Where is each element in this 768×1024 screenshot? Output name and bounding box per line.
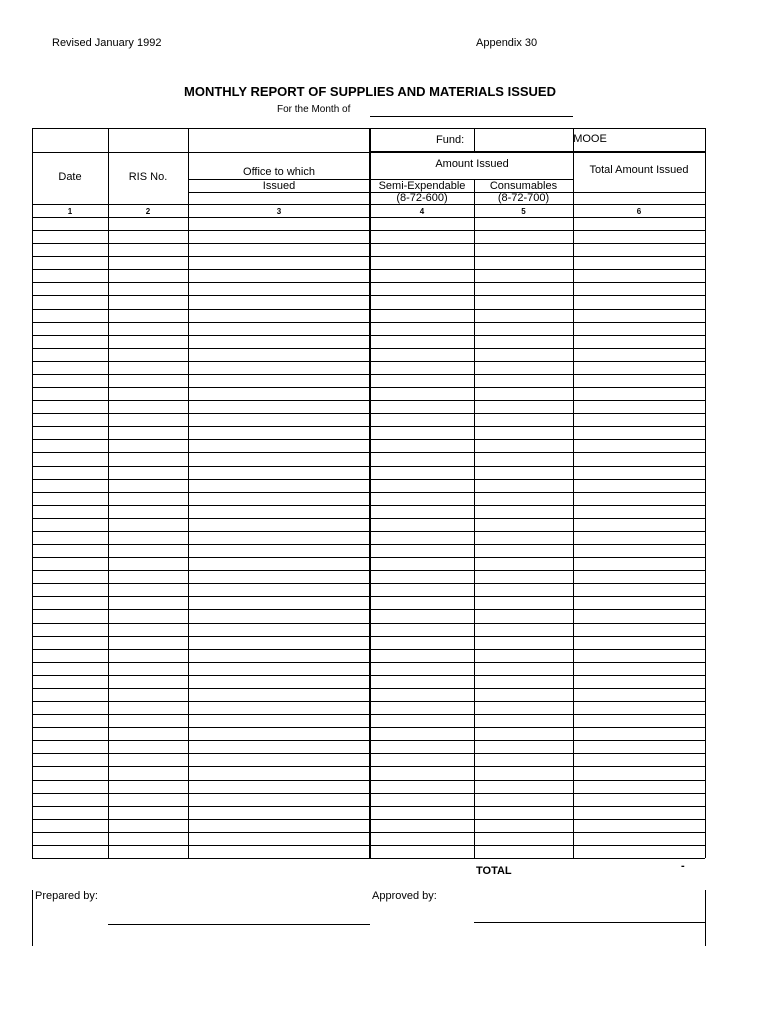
- table-row-line: [32, 557, 705, 558]
- table-row-line: [32, 466, 705, 467]
- table-row-line: [32, 714, 705, 715]
- revised-date: Revised January 1992: [52, 37, 162, 49]
- table-row-line: [32, 217, 705, 218]
- table-row-line: [32, 766, 705, 767]
- col-header-consumables-code: (8-72-700): [497, 192, 550, 204]
- table-row-line: [32, 636, 705, 637]
- col-number-2: 2: [145, 207, 151, 216]
- table-row-line: [32, 727, 705, 728]
- table-row-line: [32, 322, 705, 323]
- table-row-line: [32, 701, 705, 702]
- table-row-line: [32, 623, 705, 624]
- table-row-line: [32, 505, 705, 506]
- fund-value: MOOE: [573, 133, 607, 145]
- col-header-ris-no: RIS No.: [128, 171, 168, 183]
- table-row-line: [32, 256, 705, 257]
- table-row-line: [32, 649, 705, 650]
- table-row-line: [32, 348, 705, 349]
- table-row-line: [32, 832, 705, 833]
- prepared-by-label: Prepared by:: [35, 890, 98, 902]
- month-input-line[interactable]: [370, 116, 573, 117]
- table-row-line: [32, 858, 705, 859]
- col-header-total-amount: Total Amount Issued: [589, 164, 689, 176]
- col-header-office-line2: Issued: [262, 180, 296, 192]
- table-row-line: [32, 387, 705, 388]
- table-row-line: [32, 309, 705, 310]
- table-row-line: [32, 753, 705, 754]
- table-row-line: [32, 479, 705, 480]
- table-row-line: [32, 740, 705, 741]
- table-row-line: [32, 793, 705, 794]
- table-row-line: [32, 806, 705, 807]
- prepared-by-signature-line[interactable]: [108, 924, 370, 925]
- table-row-line: [32, 269, 705, 270]
- table-row-line: [32, 400, 705, 401]
- table-row-line: [32, 609, 705, 610]
- col-header-consumables: Consumables: [489, 180, 558, 192]
- col-number-4: 4: [419, 207, 425, 216]
- table-row-line: [32, 426, 705, 427]
- table-row-line: [32, 413, 705, 414]
- table-row-line: [32, 675, 705, 676]
- table-row-line: [32, 335, 705, 336]
- col-header-semi-expendable-code: (8-72-600): [396, 192, 448, 204]
- col-header-date: Date: [58, 171, 82, 183]
- fund-label: Fund:: [436, 134, 465, 146]
- col-number-5: 5: [521, 207, 526, 216]
- col-header-amount-issued: Amount Issued: [435, 158, 509, 170]
- table-row-line: [32, 531, 705, 532]
- table-row-line: [32, 374, 705, 375]
- approved-by-signature-line[interactable]: [474, 922, 705, 923]
- table-row-line: [32, 492, 705, 493]
- approved-by-label: Approved by:: [372, 890, 437, 902]
- table-row-line: [32, 295, 705, 296]
- col-number-1: 1: [67, 207, 73, 216]
- table-row-line: [32, 282, 705, 283]
- appendix-number: Appendix 30: [476, 37, 538, 49]
- col-header-office-line1: Office to which: [243, 166, 315, 178]
- table-row-line: [32, 243, 705, 244]
- col-number-6: 6: [636, 207, 642, 216]
- table-row-line: [32, 780, 705, 781]
- table-row-line: [32, 518, 705, 519]
- col-number-3: 3: [276, 207, 282, 216]
- table-row-line: [32, 596, 705, 597]
- table-row-line: [32, 439, 705, 440]
- table-row-line: [32, 544, 705, 545]
- month-label: For the Month of: [277, 104, 351, 115]
- table-row-line: [32, 819, 705, 820]
- table-row-line: [32, 452, 705, 453]
- table-row-line: [32, 688, 705, 689]
- table-row-line: [32, 662, 705, 663]
- table-row-line: [32, 845, 705, 846]
- page-title: MONTHLY REPORT OF SUPPLIES AND MATERIALS ISSUED: [184, 84, 556, 99]
- table-row-line: [32, 230, 705, 231]
- total-label: TOTAL: [476, 865, 512, 877]
- col-header-semi-expendable: Semi-Expendable: [378, 180, 466, 192]
- table-row-line: [32, 570, 705, 571]
- table-row-line: [32, 361, 705, 362]
- total-value: -: [681, 860, 685, 872]
- table-row-line: [32, 583, 705, 584]
